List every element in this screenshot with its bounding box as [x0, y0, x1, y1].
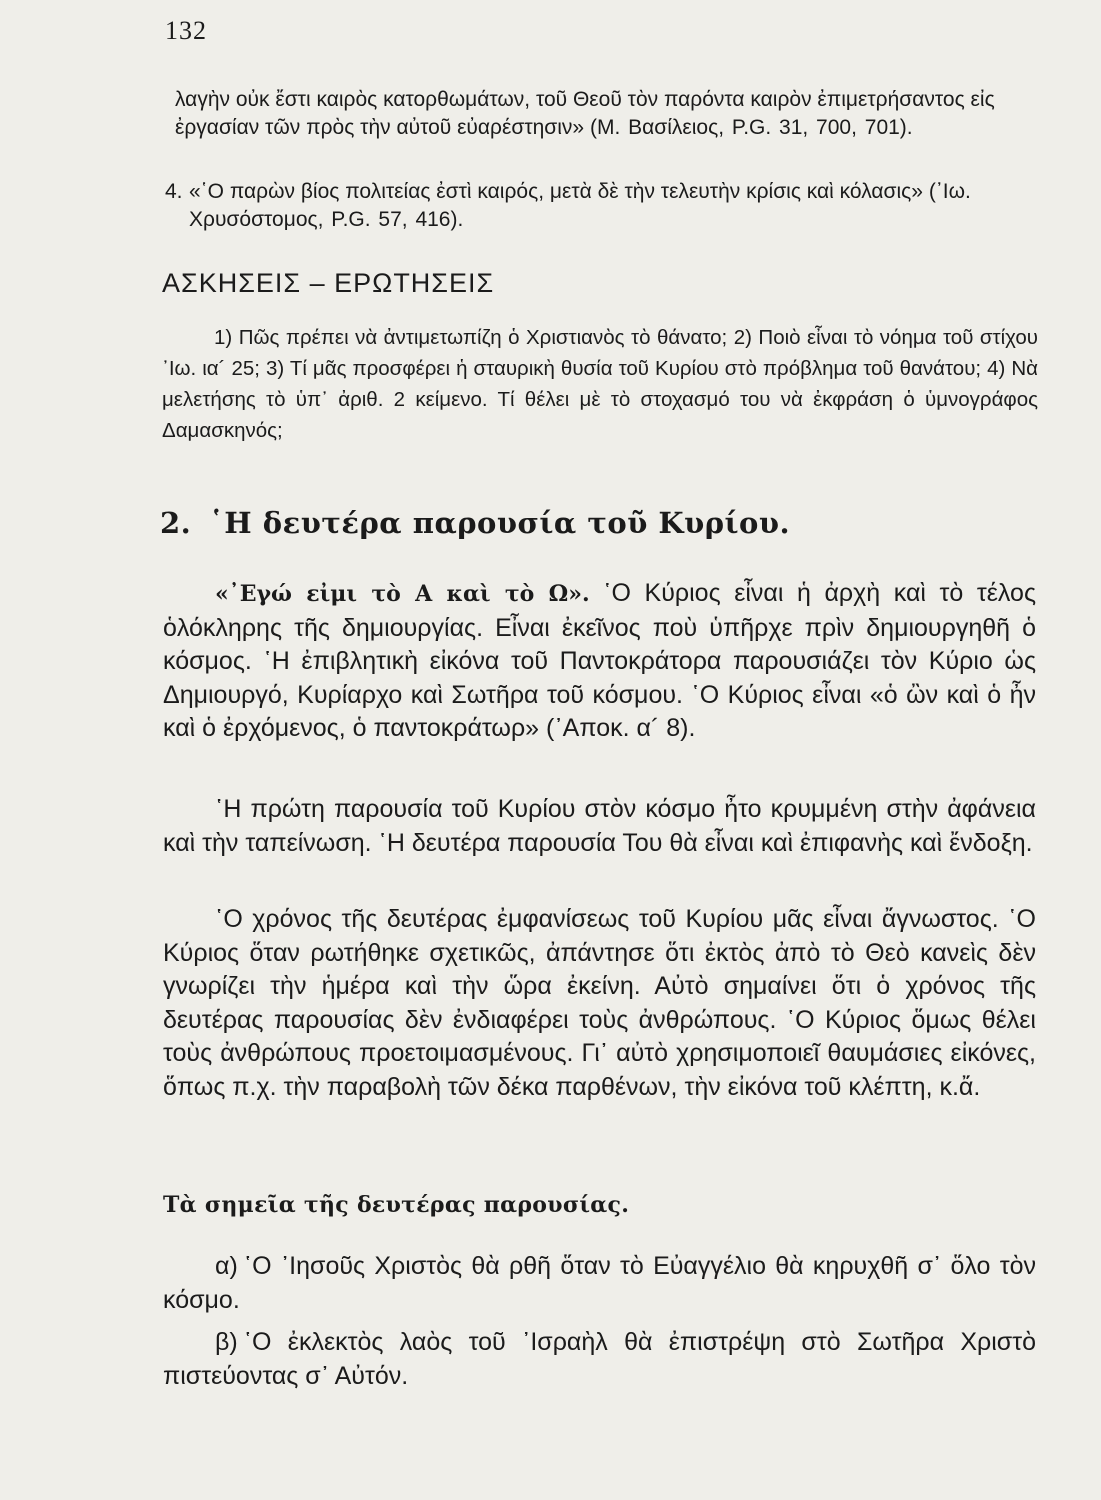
section-title — [160, 506, 790, 540]
paragraph-1-text: ῾Ο Κύριος εἶναι ἡ ἀρχὴ καὶ τὸ τέλος ὁλόκληρης τῆς δημιουργίας. Εἶναι ἐκεῖνος ποὺ ὑπῆρχε πρὶν δημιουργηθῆ ὁ κόσμος. ῾Η ἐπιβλητικὴ εἰκόνα τοῦ Παντοκράτορα παρουσιάζει τὸν Κύριο ὡς Δημιουργό, Κυρίαρχο καὶ Σωτῆρα τοῦ κόσμου. ῾Ο Κύριος εἶναι «ὁ ὢν καὶ ὁ ἦν καὶ ὁ ἐρχόμενος, ὁ παντοκράτωρ» (᾿Αποκ. α´ 8). — [163, 579, 1037, 742]
list-item-text: ῾Ο ἐκλεκτὸς λαὸς τοῦ ᾿Ισραὴλ θὰ ἐπιστρέψη στὸ Σωτῆρα Χριστὸ πιστεύοντας σ᾿ Αὐτόν. — [163, 1328, 1036, 1390]
footnote-text: λαγὴν οὐκ ἔστι καιρὸς κατορθωμάτων, τοῦ Θεοῦ τὸν παρόντα καιρὸν ἐπιμετρήσαντος εἰς ἐργασίαν τῶν πρὸς τὴν αὐτοῦ εὐαρέστησιν» — [175, 88, 995, 139]
signs-heading: Τὰ σημεῖα τῆς δευτέρας παρουσίας. — [163, 1192, 630, 1218]
footnote-text: «῾Ο παρὼν βίος πολιτείας ἐστὶ καιρός, μετὰ δὲ τὴν τελευτὴν κρίσις καὶ κόλασις» — [189, 180, 923, 203]
list-item — [163, 1326, 1036, 1393]
list-marker: α) — [215, 1252, 238, 1280]
footnote-number: 4. — [165, 180, 183, 203]
section-title-text: ῾Η δευτέρα παρουσία τοῦ Κυρίου. — [209, 506, 791, 540]
footnote-citation: (Μ. Βασίλειος, P.G. 31, 700, 701). — [589, 116, 913, 139]
paragraph-1 — [163, 577, 1036, 746]
exercises-text: 1) Πῶς πρέπει νὰ ἀντιμετωπίζη ὁ Χριστιανὸς τὸ θάνατο; 2) Ποιὸ εἶναι τὸ νόημα τοῦ στίχου ᾿Ιω. ια´ 25; 3) Τί μᾶς προσφέρει ἡ σταυρικὴ θυσία τοῦ Κυρίου στὸ πρόβλημα τοῦ θανάτου; 4) Νὰ μελετήσης τὸ ὑπ᾿ ἀριθ. 2 κείμενο. Τί θέλει μὲ τὸ στοχασμό του νὰ ἐκφράση ὁ ὑμνογράφος Δαμασκηνός; — [162, 326, 1038, 442]
exercises-heading: ΑΣΚΗΣΕΙΣ – ΕΡΩΤΗΣΕΙΣ — [162, 268, 495, 298]
list-marker: β) — [215, 1328, 238, 1356]
page-number: 132 — [165, 16, 207, 45]
motto: «᾿Εγώ εἰμι τὸ Α καὶ τὸ Ω». — [215, 581, 590, 607]
list-item-text: ῾Ο ᾿Ιησοῦς Χριστὸς θὰ ρθῆ ὅταν τὸ Εὐαγγέλιο θὰ κηρυχθῆ σ᾿ ὅλο τὸν κόσμο. — [163, 1252, 1036, 1314]
paragraph-3: ῾Ο χρόνος τῆς δευτέρας ἐμφανίσεως τοῦ Κυρίου μᾶς εἶναι ἄγνωστος. ῾Ο Κύριος ὅταν ρωτήθηκε σχετικῶς, ἀπάντησε ὅτι ἐκτὸς ἀπὸ τὸ Θεὸ κανεὶς δὲν γνωρίζει τὴν ἡμέρα καὶ τὴν ὥρα ἐκείνη. Αὐτὸ σημαίνει ὅτι ὁ χρόνος τῆς δευτέρας παρουσίας δὲν ἐνδιαφέρει τοὺς ἀνθρώπους. ῾Ο Κύριος ὅμως θέλει τοὺς ἀνθρώπους προετοιμασμένους. Γι᾿ αὐτὸ χρησιμοποιεῖ θαυμάσιες εἰκόνες, ὅπως π.χ. τὴν παραβολὴ τῶν δέκα παρθένων, τὴν εἰκόνα τοῦ κλέπτη, κ.ἄ. — [163, 905, 1036, 1101]
list-item — [163, 1250, 1036, 1317]
section-number: 2. — [160, 506, 192, 540]
footnote-citation: (᾿Ιω. Χρυσόστομος, P.G. 57, 416). — [189, 180, 971, 231]
footnote-3-continuation — [165, 86, 1035, 142]
footnote-4 — [165, 178, 1035, 234]
paragraph-2: ῾Η πρώτη παρουσία τοῦ Κυρίου στὸν κόσμο ἦτο κρυμμένη στὴν ἀφάνεια καὶ τὴν ταπείνωση. ῾Η δευτέρα παρουσία Του θὰ εἶναι καὶ ἐπιφανὴς καὶ ἔνδοξη. — [163, 795, 1036, 857]
